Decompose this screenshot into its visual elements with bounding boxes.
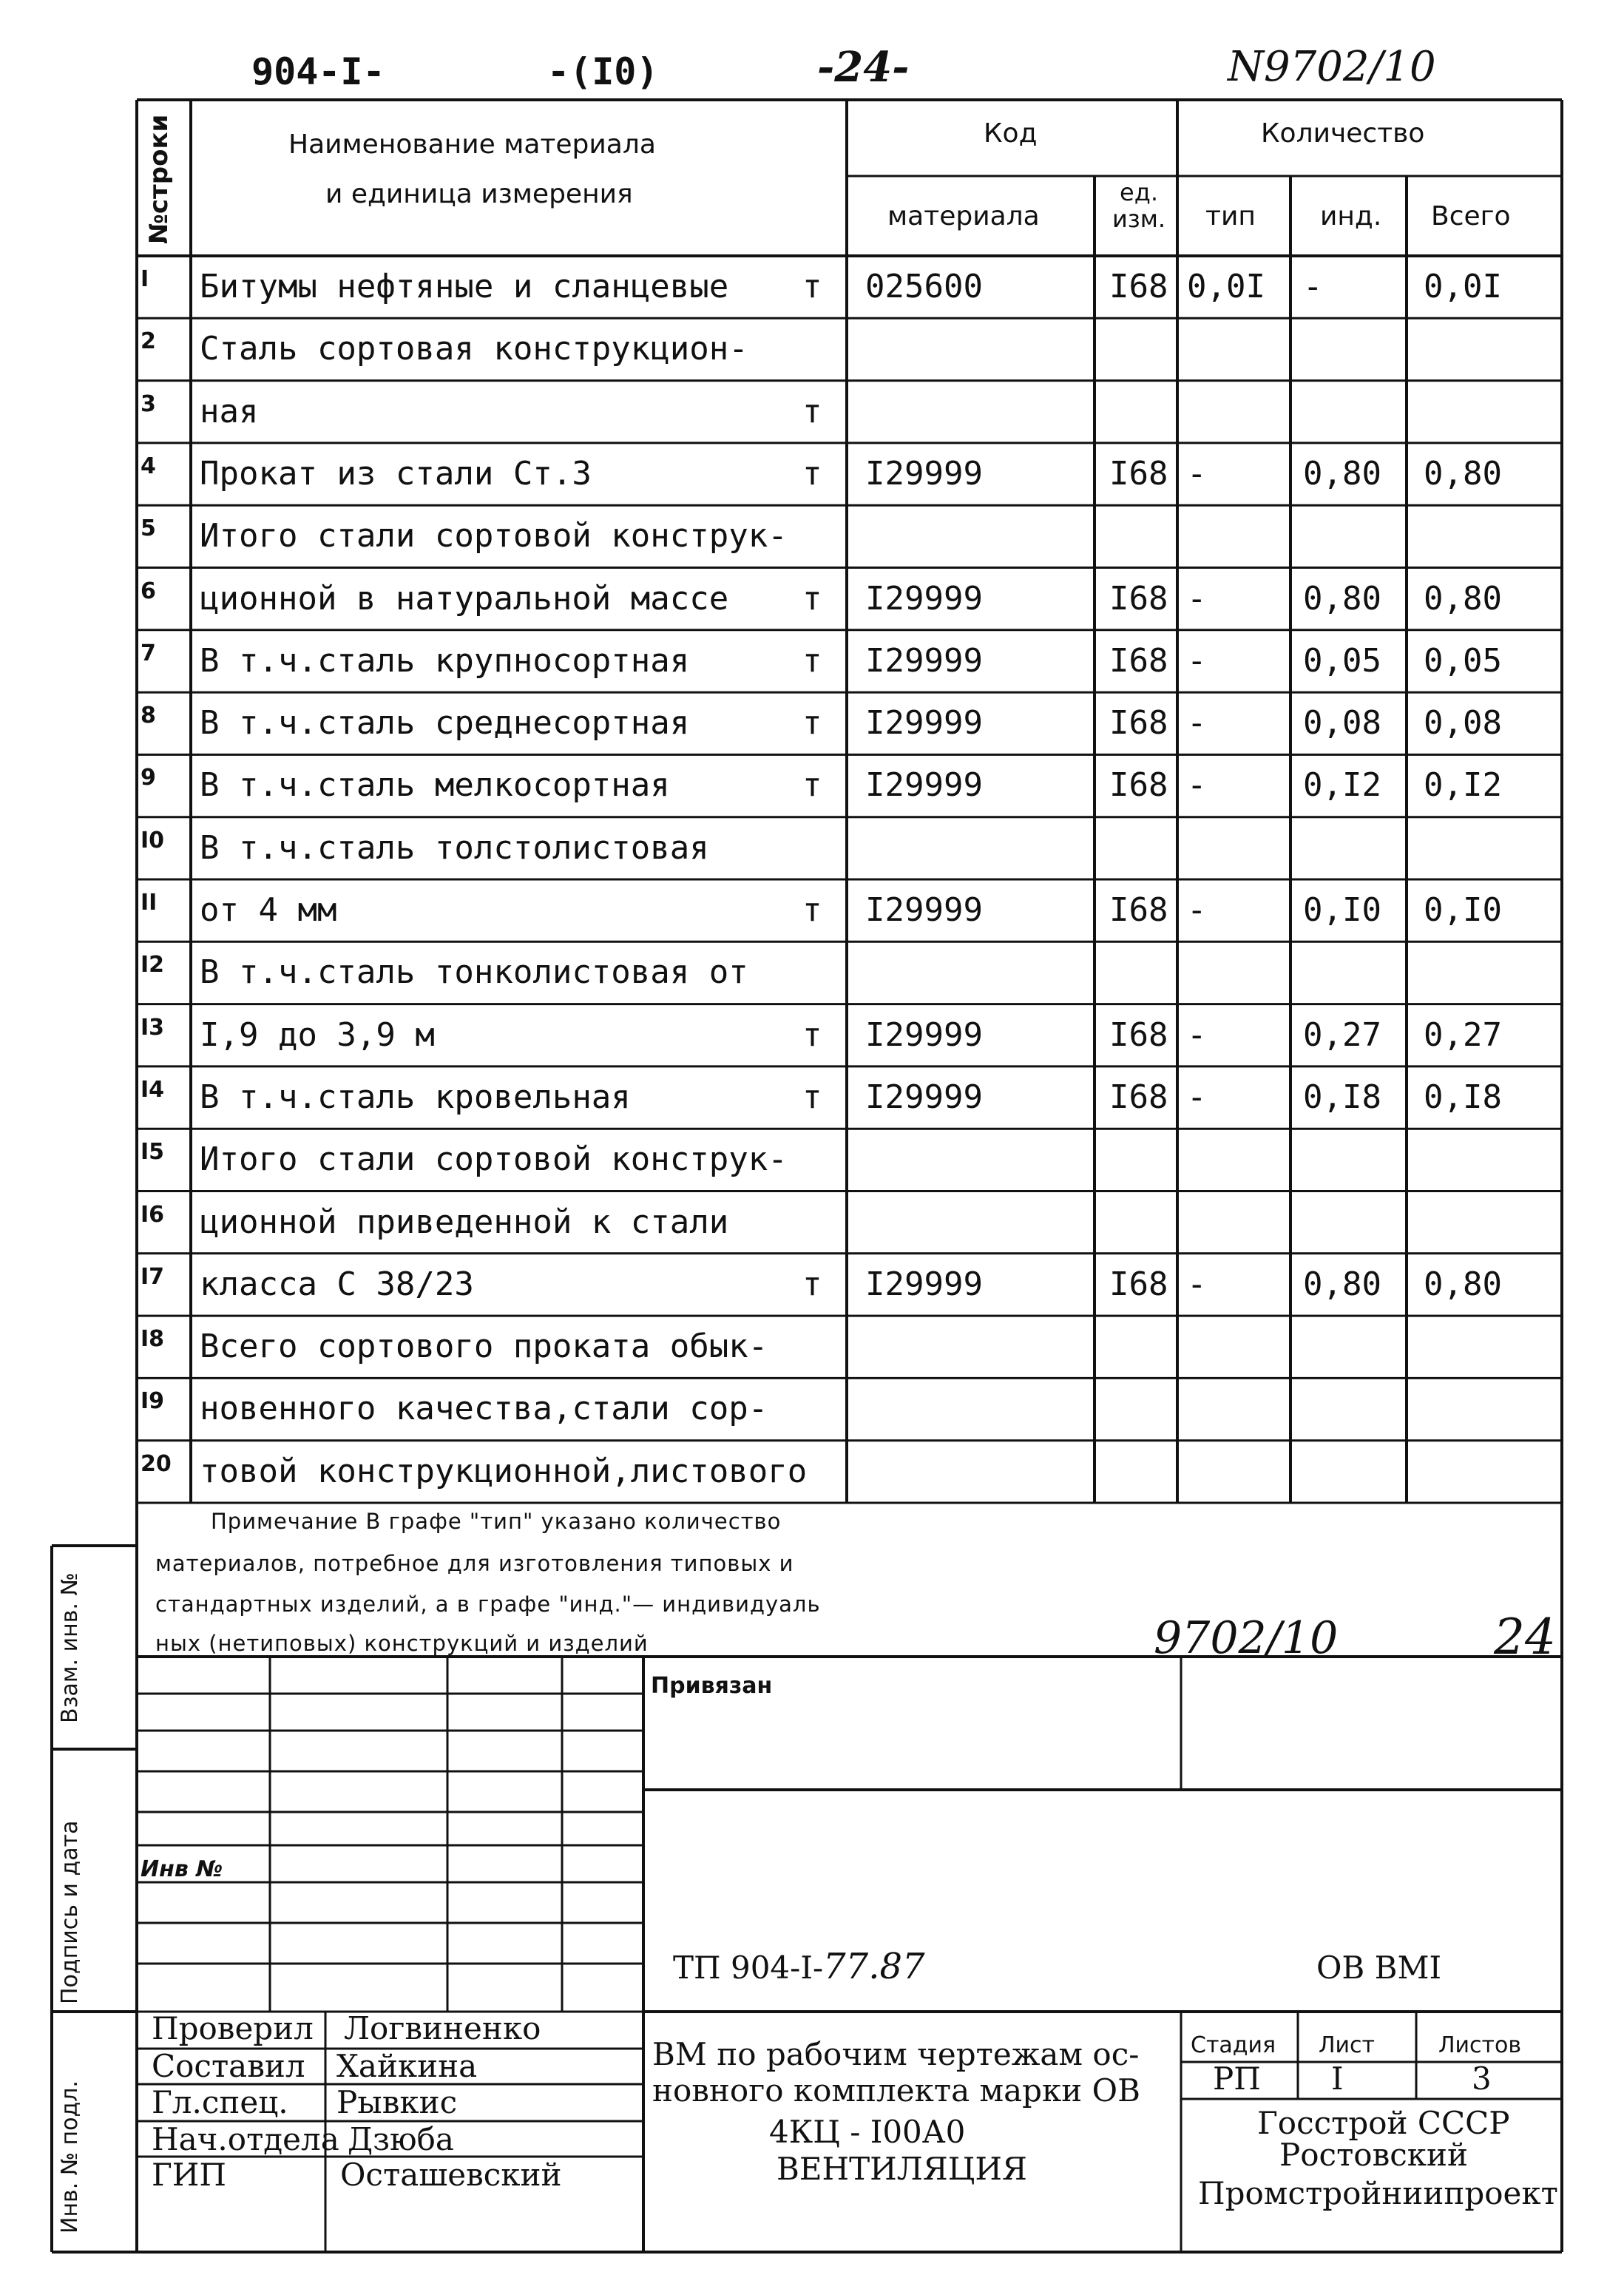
row-name: Итого стали сортовой конструк- bbox=[200, 1140, 788, 1179]
row-name: В т.ч.сталь среднесортная bbox=[200, 704, 690, 743]
project-code-printed: ТП 904-I- bbox=[673, 1950, 824, 1986]
stage-label: Стадия bbox=[1191, 2032, 1276, 2058]
signature-name: Хайкина bbox=[336, 2048, 478, 2084]
row-code: I29999 bbox=[865, 641, 983, 680]
row-tip: - bbox=[1187, 1265, 1207, 1303]
col-qty-total-header: Всего bbox=[1431, 201, 1511, 231]
note-line-2: материалов, потребное для изготовления типовых и bbox=[155, 1551, 794, 1576]
project-code bbox=[673, 1946, 925, 1987]
row-name: В т.ч.сталь кровельная bbox=[200, 1078, 631, 1116]
row-total: 0,0I bbox=[1424, 268, 1502, 305]
row-code: I29999 bbox=[865, 704, 983, 743]
doc-title-line4: ВЕНТИЛЯЦИЯ bbox=[777, 2151, 1027, 2187]
note-line-4: ных (нетиповых) конструкций и изделий bbox=[155, 1631, 649, 1656]
sheet-label: Лист bbox=[1319, 2032, 1376, 2058]
row-n: I3 bbox=[141, 1014, 165, 1041]
row-ind: 0,I2 bbox=[1303, 766, 1381, 805]
col-row-number-header: №строки bbox=[144, 114, 174, 244]
row-n: I bbox=[141, 266, 149, 292]
row-unit: т bbox=[802, 268, 822, 305]
row-n: I5 bbox=[141, 1139, 165, 1166]
signature-name: Рывкис bbox=[336, 2084, 458, 2120]
row-name: I,9 до 3,9 м bbox=[200, 1015, 435, 1054]
row-ed: I68 bbox=[1109, 268, 1168, 305]
row-name: Прокат из стали Ст.3 bbox=[200, 454, 592, 493]
row-name: ционной приведенной к стали bbox=[200, 1203, 729, 1241]
row-tip: - bbox=[1187, 1015, 1207, 1054]
page-number: -24- bbox=[817, 43, 910, 92]
note-line-3: стандартных изделий, а в графе "инд."— индивидуаль bbox=[155, 1592, 821, 1617]
signature-name: Осташевский bbox=[340, 2157, 562, 2193]
row-ed: I68 bbox=[1109, 454, 1168, 493]
row-code: I29999 bbox=[865, 1265, 983, 1303]
row-unit: т bbox=[802, 766, 822, 805]
stamp-podpis: Подпись и дата bbox=[57, 1820, 83, 2004]
row-ed: I68 bbox=[1109, 766, 1168, 805]
row-code: I29999 bbox=[865, 891, 983, 929]
org-line3: Промстройниипроект bbox=[1198, 2175, 1558, 2211]
doc-title-line2: новного комплекта марки ОВ bbox=[652, 2072, 1140, 2109]
row-name: новенного качества,стали сор- bbox=[200, 1390, 768, 1428]
row-ind: - bbox=[1303, 268, 1323, 305]
row-name: Битумы нефтяные и сланцевые bbox=[200, 268, 729, 305]
row-unit: т bbox=[802, 579, 822, 618]
row-name: В т.ч.сталь крупносортная bbox=[200, 641, 690, 680]
row-code: 025600 bbox=[865, 268, 983, 305]
row-code: I29999 bbox=[865, 1078, 983, 1116]
col-code-material-header: материала bbox=[887, 201, 1040, 231]
row-name: Итого стали сортовой конструк- bbox=[200, 517, 788, 555]
row-unit: т bbox=[802, 1265, 822, 1303]
row-n: I4 bbox=[141, 1076, 165, 1103]
row-tip: - bbox=[1187, 1078, 1207, 1116]
stamp-inv-podl: Инв. № подл. bbox=[57, 2080, 83, 2234]
row-n: 2 bbox=[141, 328, 156, 355]
row-n: I0 bbox=[141, 827, 165, 853]
row-total: 0,05 bbox=[1424, 641, 1502, 680]
row-n: I9 bbox=[141, 1388, 165, 1415]
row-ind: 0,80 bbox=[1303, 579, 1381, 618]
signature-name: Логвиненко bbox=[344, 2010, 541, 2046]
row-tip: - bbox=[1187, 579, 1207, 618]
row-ind: 0,I0 bbox=[1303, 891, 1381, 929]
row-n: I7 bbox=[141, 1263, 165, 1290]
row-tip: - bbox=[1187, 766, 1207, 805]
row-total: 0,80 bbox=[1424, 454, 1502, 493]
row-ed: I68 bbox=[1109, 579, 1168, 618]
row-n: 5 bbox=[141, 515, 156, 542]
row-code: I29999 bbox=[865, 766, 983, 805]
sheet-value: I bbox=[1331, 2060, 1344, 2097]
row-name: от 4 мм bbox=[200, 891, 337, 929]
col-quantity-header: Количество bbox=[1261, 118, 1425, 149]
row-unit: т bbox=[802, 1078, 822, 1116]
org-line1: Госстрой СССР bbox=[1257, 2105, 1510, 2141]
doc-title-line1: ВМ по рабочим чертежам ос- bbox=[652, 2036, 1140, 2072]
row-name: товой конструкционной,листового bbox=[200, 1452, 808, 1490]
project-code-handwritten: 77.87 bbox=[823, 1946, 925, 1987]
row-code: I29999 bbox=[865, 1015, 983, 1054]
row-name: В т.ч.сталь толстолистовая bbox=[200, 828, 709, 867]
linked-label: Привязан bbox=[651, 1673, 773, 1699]
row-ind: 0,I8 bbox=[1303, 1078, 1381, 1116]
sheets-value: 3 bbox=[1472, 2060, 1492, 2097]
signature-role: Гл.спец. bbox=[152, 2084, 288, 2120]
row-n: 7 bbox=[141, 640, 156, 666]
row-n: 4 bbox=[141, 453, 156, 479]
signature-role: ГИП bbox=[152, 2157, 227, 2193]
col-qty-ind-header: инд. bbox=[1320, 201, 1382, 231]
row-ed: I68 bbox=[1109, 1015, 1168, 1054]
row-n: II bbox=[141, 890, 158, 916]
row-total: 0,I0 bbox=[1424, 891, 1502, 929]
row-name: ционной в натуральной массе bbox=[200, 579, 729, 618]
row-ed: I68 bbox=[1109, 1078, 1168, 1116]
row-ed: I68 bbox=[1109, 641, 1168, 680]
row-ed: I68 bbox=[1109, 1265, 1168, 1303]
note-handwritten-number: 9702/10 bbox=[1154, 1612, 1339, 1664]
row-ind: 0,08 bbox=[1303, 704, 1381, 743]
col-qty-type-header: тип bbox=[1205, 201, 1256, 231]
col-name-header-line2: и единица измерения bbox=[325, 179, 633, 209]
row-name: В т.ч.сталь тонколистовая от bbox=[200, 953, 748, 992]
inv-no-label: Инв № bbox=[141, 1856, 223, 1882]
row-n: I6 bbox=[141, 1201, 165, 1228]
row-name: В т.ч.сталь мелкосортная bbox=[200, 766, 670, 805]
row-name: Сталь сортовая конструкцион- bbox=[200, 330, 748, 368]
signature-name: Дзюба bbox=[348, 2121, 454, 2157]
row-n: I2 bbox=[141, 952, 165, 978]
row-name: Всего сортового проката обык- bbox=[200, 1328, 768, 1366]
col-name-header-line1: Наименование материала bbox=[288, 129, 656, 160]
row-n: 3 bbox=[141, 390, 156, 417]
row-total: 0,08 bbox=[1424, 704, 1502, 743]
row-unit: т bbox=[802, 704, 822, 743]
mark-code: ОВ ВМI bbox=[1316, 1950, 1442, 1986]
row-name: ная bbox=[200, 392, 259, 430]
note-line-1: Примечание В графе "тип" указано количество bbox=[211, 1509, 782, 1534]
sheets-label: Листов bbox=[1438, 2032, 1522, 2058]
org-line2: Ростовский bbox=[1279, 2137, 1468, 2173]
row-ind: 0,80 bbox=[1303, 1265, 1381, 1303]
row-ind: 0,05 bbox=[1303, 641, 1381, 680]
signature-role: Нач.отдела bbox=[152, 2121, 339, 2157]
row-total: 0,I8 bbox=[1424, 1078, 1502, 1116]
row-tip: - bbox=[1187, 454, 1207, 493]
note-handwritten-page: 24 bbox=[1494, 1609, 1556, 1666]
archive-number: N9702/10 bbox=[1228, 43, 1436, 91]
row-unit: т bbox=[802, 392, 822, 430]
row-total: 0,80 bbox=[1424, 579, 1502, 618]
row-n: 20 bbox=[141, 1450, 172, 1477]
row-tip: 0,0I bbox=[1187, 268, 1265, 305]
row-tip: - bbox=[1187, 704, 1207, 743]
row-ind: 0,27 bbox=[1303, 1015, 1381, 1054]
row-tip: - bbox=[1187, 891, 1207, 929]
doc-title-line3: 4КЦ - I00А0 bbox=[769, 2114, 966, 2150]
stamp-vzam: Взам. инв. № bbox=[57, 1572, 83, 1723]
row-code: I29999 bbox=[865, 454, 983, 493]
stage-value: РП bbox=[1213, 2060, 1261, 2097]
row-unit: т bbox=[802, 641, 822, 680]
row-n: 8 bbox=[141, 703, 156, 729]
series-number: 904-I- bbox=[251, 50, 385, 93]
row-n: I8 bbox=[141, 1326, 165, 1353]
row-ed: I68 bbox=[1109, 891, 1168, 929]
row-tip: - bbox=[1187, 641, 1207, 680]
row-unit: т bbox=[802, 454, 822, 493]
signature-role: Проверил bbox=[152, 2010, 314, 2046]
row-unit: т bbox=[802, 1015, 822, 1054]
row-ind: 0,80 bbox=[1303, 454, 1381, 493]
signature-role: Составил bbox=[152, 2048, 305, 2084]
row-code: I29999 bbox=[865, 579, 983, 618]
row-total: 0,I2 bbox=[1424, 766, 1502, 805]
row-name: класса С 38/23 bbox=[200, 1265, 474, 1303]
row-n: 6 bbox=[141, 578, 156, 604]
row-n: 9 bbox=[141, 765, 156, 791]
row-total: 0,27 bbox=[1424, 1015, 1502, 1054]
col-code-unit-header: ед. изм. bbox=[1112, 178, 1166, 233]
col-code-header: Код bbox=[984, 118, 1038, 149]
row-total: 0,80 bbox=[1424, 1265, 1502, 1303]
series-suffix: -(I0) bbox=[547, 50, 659, 93]
row-unit: т bbox=[802, 891, 822, 929]
row-ed: I68 bbox=[1109, 704, 1168, 743]
